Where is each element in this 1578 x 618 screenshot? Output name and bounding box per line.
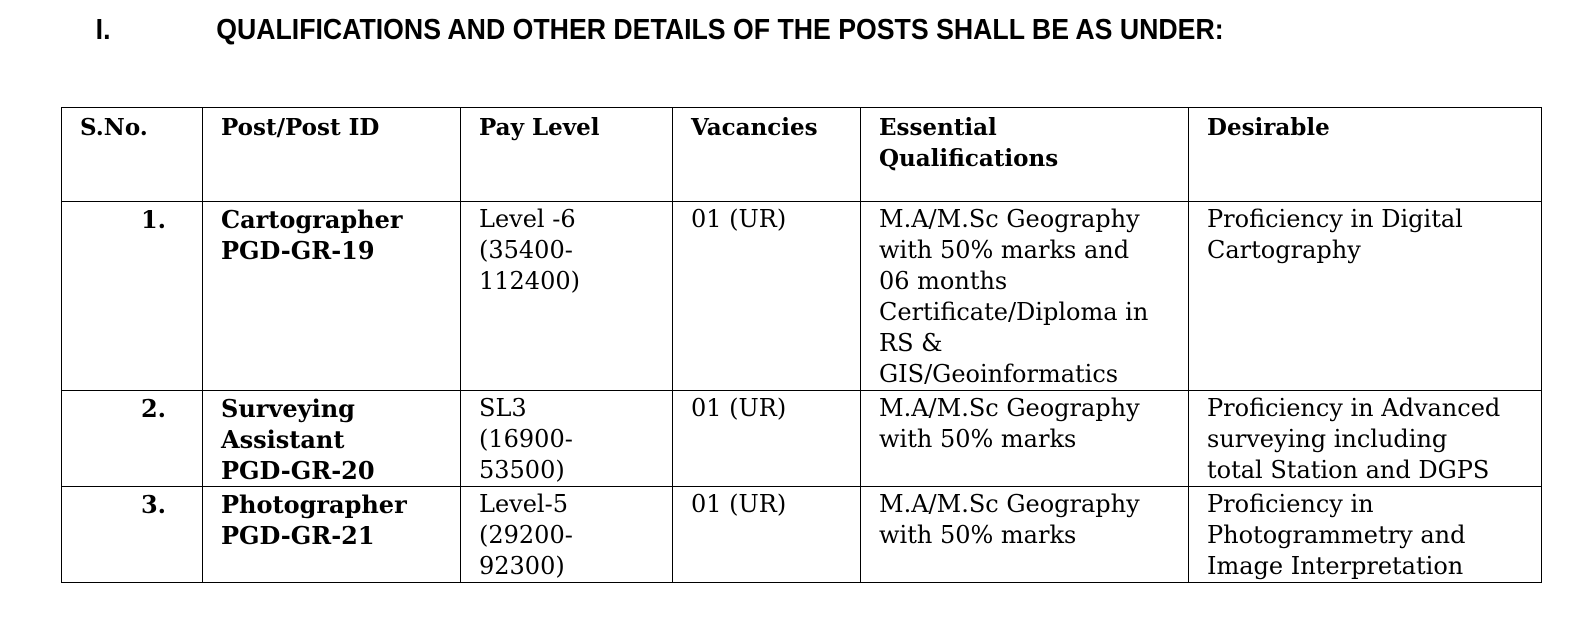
cell-sno: 1. <box>62 202 203 391</box>
pay-line: Level -6 <box>479 205 576 233</box>
header-essential-line2: Qualifications <box>879 145 1059 172</box>
post-id: PGD-GR-21 <box>221 521 375 550</box>
header-post: Post/Post ID <box>203 108 461 202</box>
pay-line: (35400- <box>479 236 573 264</box>
cell-post <box>203 391 461 487</box>
pay-line: Level-5 <box>479 490 568 518</box>
header-pay-level: Pay Level <box>461 108 673 202</box>
cell-post <box>203 202 461 391</box>
cell-essential-qualifications <box>861 202 1189 391</box>
cell-essential-qualifications <box>861 391 1189 487</box>
cell-vacancies: 01 (UR) <box>673 487 861 583</box>
pay-line: 53500) <box>479 456 565 484</box>
header-essential-qualifications <box>861 108 1189 202</box>
cell-sno: 2. <box>62 391 203 487</box>
table-row <box>62 487 1542 583</box>
table-header-row <box>62 108 1542 202</box>
cell-sno: 3. <box>62 487 203 583</box>
pay-line: SL3 <box>479 394 527 422</box>
desirable-line: surveying including <box>1207 425 1448 453</box>
cell-post <box>203 487 461 583</box>
post-id: PGD-GR-19 <box>221 236 375 265</box>
posts-table <box>61 107 1542 583</box>
desirable-line: total Station and DGPS <box>1207 456 1490 484</box>
desirable-line: Cartography <box>1207 236 1361 264</box>
header-desirable: Desirable <box>1189 108 1542 202</box>
table-row <box>62 391 1542 487</box>
desirable-line: Proficiency in Digital <box>1207 205 1463 233</box>
pay-line: 92300) <box>479 552 565 580</box>
pay-line: (29200- <box>479 521 573 549</box>
desirable-line: Proficiency in <box>1207 490 1374 518</box>
cell-pay-level <box>461 391 673 487</box>
essential-line: M.A/M.Sc Geography <box>879 394 1140 422</box>
essential-line: RS & <box>879 329 943 357</box>
section-title: QUALIFICATIONS AND OTHER DETAILS OF THE POSTS SHALL BE AS UNDER: <box>216 14 1224 46</box>
cell-pay-level <box>461 487 673 583</box>
essential-line: Certificate/Diploma in <box>879 298 1149 326</box>
cell-desirable <box>1189 391 1542 487</box>
table-row <box>62 202 1542 391</box>
post-name: Photographer <box>221 490 407 519</box>
essential-line: M.A/M.Sc Geography <box>879 490 1140 518</box>
post-name: Cartographer <box>221 205 403 234</box>
section-heading <box>0 14 1452 54</box>
header-vacancies: Vacancies <box>673 108 861 202</box>
pay-line: 112400) <box>479 267 580 295</box>
pay-line: (16900- <box>479 425 573 453</box>
section-number: I. <box>95 14 111 46</box>
desirable-line: Image Interpretation <box>1207 552 1464 580</box>
post-id: PGD-GR-20 <box>221 456 375 485</box>
essential-line: with 50% marks and <box>879 236 1130 264</box>
cell-desirable <box>1189 487 1542 583</box>
header-essential-line1: Essential <box>879 114 997 141</box>
cell-pay-level <box>461 202 673 391</box>
post-name: Assistant <box>221 425 345 454</box>
essential-line: with 50% marks <box>879 521 1077 549</box>
cell-vacancies: 01 (UR) <box>673 391 861 487</box>
essential-line: GIS/Geoinformatics <box>879 360 1119 388</box>
cell-vacancies: 01 (UR) <box>673 202 861 391</box>
desirable-line: Proficiency in Advanced <box>1207 394 1501 422</box>
header-sno: S.No. <box>62 108 203 202</box>
desirable-line: Photogrammetry and <box>1207 521 1466 549</box>
cell-desirable <box>1189 202 1542 391</box>
essential-line: 06 months <box>879 267 1008 295</box>
post-name: Surveying <box>221 394 355 423</box>
cell-essential-qualifications <box>861 487 1189 583</box>
essential-line: M.A/M.Sc Geography <box>879 205 1140 233</box>
essential-line: with 50% marks <box>879 425 1077 453</box>
